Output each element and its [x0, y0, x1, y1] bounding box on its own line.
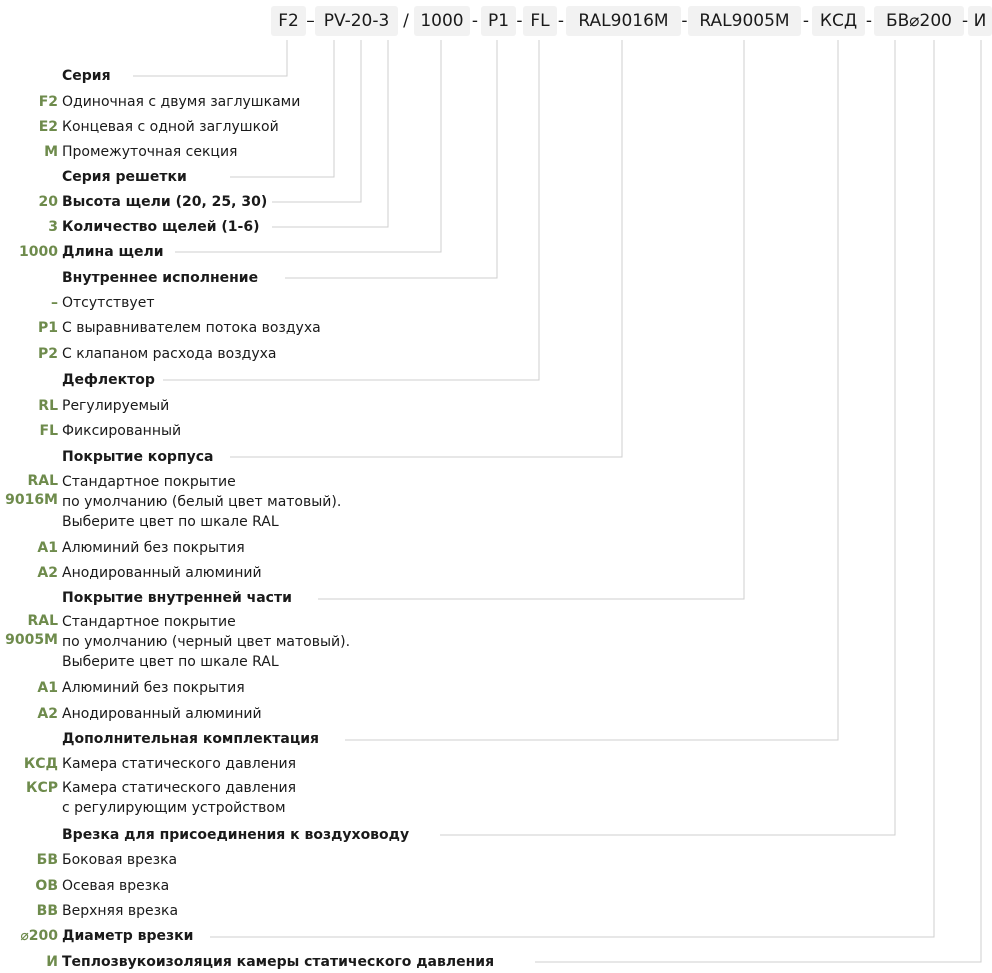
legend-option-row [0, 396, 992, 416]
option-code [5, 472, 58, 510]
option-code-line: RAL [27, 613, 58, 629]
group-heading: Длина щели [62, 244, 164, 260]
legend-option-row [0, 117, 992, 137]
option-code: ОВ [35, 878, 58, 894]
legend-option-row [0, 612, 992, 672]
code-separator: - [681, 11, 688, 31]
option-label: Анодированный алюминий [62, 706, 262, 722]
code-segment: И [968, 6, 992, 36]
option-label: Анодированный алюминий [62, 565, 262, 581]
code-segment: P1 [481, 6, 516, 36]
code-segment: БВ⌀200 [874, 6, 964, 36]
legend-option-row [0, 850, 992, 870]
option-label-line: с регулирующим устройством [62, 800, 286, 816]
legend-option-row [0, 876, 992, 896]
legend-option-row [0, 778, 992, 818]
option-code: И [46, 954, 58, 970]
group-heading: Диаметр врезки [62, 928, 194, 944]
option-label [62, 778, 296, 818]
legend-heading-row [0, 447, 992, 467]
legend-heading-row [0, 952, 992, 972]
option-code: A2 [37, 565, 58, 581]
option-code: FL [39, 423, 58, 439]
legend-option-row [0, 563, 992, 583]
legend-option-row [0, 704, 992, 724]
legend-heading-row [0, 192, 992, 212]
option-code: ВВ [36, 903, 58, 919]
legend-option-row [0, 472, 992, 532]
option-label: Алюминий без покрытия [62, 680, 245, 696]
legend-heading-row [0, 167, 992, 187]
option-label: Камера статического давления [62, 756, 297, 772]
code-separator: - [516, 11, 523, 31]
option-code: БВ [36, 852, 58, 868]
group-heading: Высота щели (20, 25, 30) [62, 194, 268, 210]
option-label: Отсутствует [62, 295, 155, 311]
legend-option-row [0, 92, 992, 112]
option-code [5, 612, 58, 650]
option-code: F2 [38, 94, 58, 110]
option-code-line: RAL [27, 473, 58, 489]
option-label-line: Камера статического давления [62, 780, 297, 796]
option-label: Алюминий без покрытия [62, 540, 245, 556]
option-label: Боковая врезка [62, 852, 178, 868]
group-heading: Теплозвукоизоляция камеры статического давления [62, 954, 495, 970]
option-code: P1 [37, 320, 58, 336]
legend-heading-row [0, 217, 992, 237]
option-code: ⌀200 [20, 928, 58, 944]
legend-heading-row [0, 926, 992, 946]
code-segment: КСД [812, 6, 865, 36]
group-heading: Количество щелей (1-6) [62, 219, 260, 235]
group-heading: Серия решетки [62, 169, 187, 185]
group-heading: Покрытие внутренней части [62, 590, 292, 606]
option-code: КСР [26, 780, 58, 796]
option-code: – [51, 295, 58, 311]
legend-heading-row [0, 588, 992, 608]
code-separator: - [865, 11, 873, 31]
code-segment: RAL9005M [688, 6, 801, 36]
option-label: Одиночная с двумя заглушками [62, 94, 301, 110]
option-code: 3 [48, 219, 58, 235]
legend-option-row [0, 421, 992, 441]
option-code: КСД [23, 756, 58, 772]
option-code-line: 9016M [5, 492, 58, 508]
code-segment: FL [523, 6, 557, 36]
option-label: Осевая врезка [62, 878, 170, 894]
group-heading: Внутреннее исполнение [62, 270, 259, 286]
legend-heading-row [0, 370, 992, 390]
option-code: A1 [37, 540, 58, 556]
option-label [62, 612, 350, 672]
legend-heading-row [0, 825, 992, 845]
option-label-line: Стандартное покрытие [62, 614, 236, 630]
code-separator: – [306, 11, 315, 31]
option-code: P2 [37, 346, 58, 362]
option-label: Концевая с одной заглушкой [62, 119, 279, 135]
code-separator: - [471, 11, 479, 31]
legend-option-row [0, 142, 992, 162]
group-heading: Серия [62, 68, 111, 84]
legend-option-row [0, 678, 992, 698]
option-code-line: 9005M [5, 632, 58, 648]
option-label: С клапаном расхода воздуха [62, 346, 277, 362]
group-heading: Дефлектор [62, 372, 155, 388]
option-code: 1000 [19, 244, 58, 260]
legend-heading-row [0, 242, 992, 262]
code-segment: F2 [271, 6, 306, 36]
legend-heading-row [0, 268, 992, 288]
option-code: E2 [38, 119, 58, 135]
legend-option-row [0, 344, 992, 364]
option-label: Верхняя врезка [62, 903, 179, 919]
option-label-line: по умолчанию (черный цвет матовый). [62, 634, 351, 650]
group-heading: Покрытие корпуса [62, 449, 214, 465]
option-label: Фиксированный [62, 423, 182, 439]
code-separator: - [557, 11, 565, 31]
legend-heading-row [0, 729, 992, 749]
option-code: M [44, 144, 58, 160]
legend-option-row [0, 754, 992, 774]
option-label: Регулируемый [62, 398, 170, 414]
option-code: A1 [37, 680, 58, 696]
legend-option-row [0, 318, 992, 338]
code-segment: RAL9016M [566, 6, 681, 36]
option-label-line: по умолчанию (белый цвет матовый). [62, 494, 342, 510]
group-heading: Дополнительная комплектация [62, 731, 320, 747]
legend-option-row [0, 293, 992, 313]
legend-heading-row [0, 66, 992, 86]
option-label [62, 472, 341, 532]
option-code: A2 [37, 706, 58, 722]
option-label-line: Стандартное покрытие [62, 474, 236, 490]
code-segment: PV-20-3 [315, 6, 398, 36]
code-separator: - [802, 11, 810, 31]
code-separator: - [962, 11, 969, 31]
option-code: RL [38, 398, 58, 414]
option-label-line: Выберите цвет по шкале RAL [62, 654, 279, 670]
legend-option-row [0, 901, 992, 921]
code-segment: 1000 [414, 6, 470, 36]
code-separator: / [403, 11, 409, 31]
option-label: С выравнивателем потока воздуха [62, 320, 321, 336]
option-label-line: Выберите цвет по шкале RAL [62, 514, 279, 530]
legend-option-row [0, 538, 992, 558]
group-heading: Врезка для присоединения к воздуховоду [62, 827, 410, 843]
option-label: Промежуточная секция [62, 144, 238, 160]
option-code: 20 [38, 194, 58, 210]
